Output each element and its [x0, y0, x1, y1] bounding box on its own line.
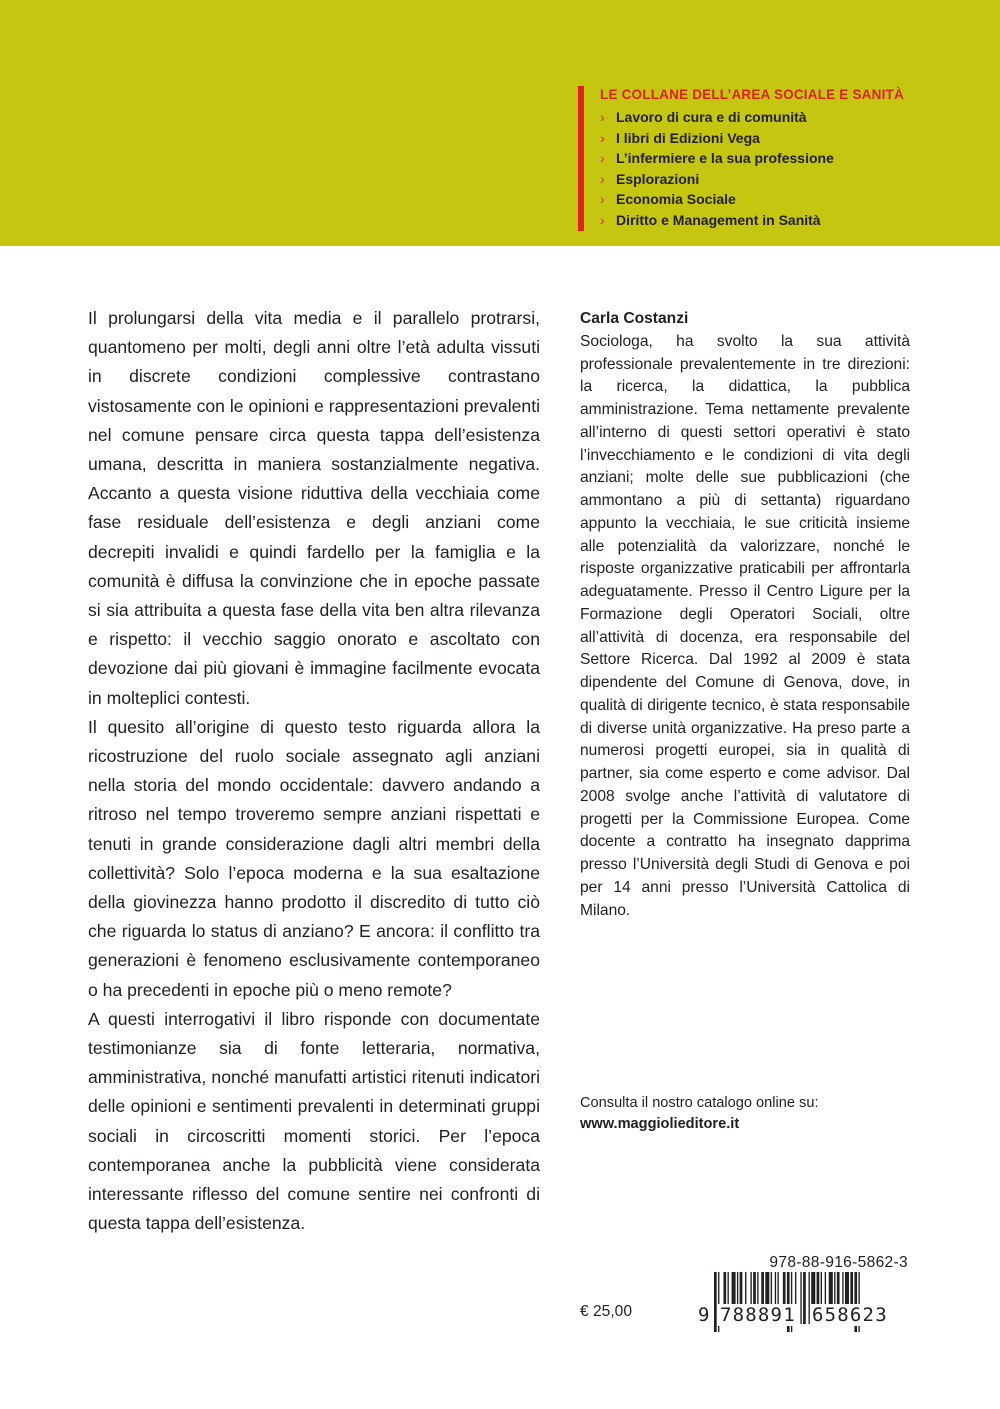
description-paragraph: Il quesito all’origine di questo testo riguarda allora la ricostruzione del ruolo sociale assegnato agli anziani nella storia del mondo occidentale: davvero andando a ritroso nel tempo troveremo sempre anziani rispettati e tenuti in grande considerazione dagli altri membri della collettività? Solo l’epoca moderna e la sua esaltazione della giovinezza hanno prodotto il discredito di tutto ciò che riguarda lo status di anziano? E ancora: il conflitto tra generazioni è fenomeno esclusivamente contemporaneo o ha precedenti in epoche più o meno remote?	[88, 716, 540, 1000]
description-paragraph: Il prolungarsi della vita media e il parallelo protrarsi, quantomeno per molti, degli anni oltre l’età adulta vissuti in discrete condizioni complessive contrastano vistosamente con le opinioni e rappresentazioni prevalenti nel comune pensare circa questa tappa dell’esistenza umana, descritta in maniera sostanzialmente negativa. Accanto a questa visione riduttiva della vecchiaia come fase residuale dell’esistenza e degli anziani come decrepiti invalidi e quindi fardello per la famiglia e la comunità è diffusa la convinzione che in epoche passate si sia attribuita a questa fase della vita ben altra rilevanza e rispetto: il vecchio saggio onorato e ascoltato con devozione dai più giovani è immagine facilmente evocata in molteplici contesti.	[88, 308, 540, 708]
chevron-right-icon: ›	[600, 109, 605, 125]
isbn-number: 978-88-916-5862-3	[769, 1254, 908, 1271]
chevron-right-icon: ›	[600, 170, 605, 187]
barcode-first-digit: 9	[698, 1304, 710, 1326]
barcode-digits	[698, 1300, 912, 1330]
barcode-right-group: 658623	[812, 1304, 888, 1326]
series-list	[578, 86, 1000, 231]
catalog-text: Consulta il nostro catalogo online su:	[580, 1095, 819, 1111]
book-description	[88, 304, 540, 1239]
author-name: Carla Costanzi	[580, 310, 689, 327]
chevron-right-icon: ›	[600, 191, 605, 208]
author-bio-section	[580, 308, 910, 922]
series-item: › Lavoro di cura e di comunità	[600, 107, 1000, 128]
series-item: › Esplorazioni	[600, 169, 1000, 190]
series-item: › Economia Sociale	[600, 189, 1000, 210]
series-item: › Diritto e Management in Sanità	[600, 210, 1000, 231]
chevron-right-icon: ›	[600, 211, 605, 228]
series-item: › L’infermiere e la sua professione	[600, 148, 1000, 169]
description-paragraph: A questi interrogativi il libro risponde con documentate testimonianze sia di fonte letteraria, normativa, amministrativa, nonché manufatti artistici ritenuti indicatori delle opinioni e sentimenti prevalenti in determinati gruppi sociali in circoscritti momenti storici. Per l’epoca contemporanea anche la pubblicità viene considerata interessante riflesso del comune sentire nei confronti di questa tappa dell’esistenza.	[88, 1008, 540, 1234]
chevron-right-icon: ›	[600, 150, 605, 167]
series-item: › I libri di Edizioni Vega	[600, 128, 1000, 149]
author-bio: Sociologa, ha svolto la sua attività professionale prevalentemente in tre direzioni: la ricerca, la didattica, la pubblica amministrazione. Tema nettamente prevalente all’interno di questi settori operativi è stato l’invecchiamento e le condizioni di vita degli anziani; molte delle sue pubblicazioni (che ammontano a più di settanta) riguardano appunto la vecchiaia, le sue criticità insieme alle potenzialità da valorizzare, nonché le risposte organizzative praticabili per affrontarla adeguatamente. Presso il Centro Ligure per la Formazione degli Operatori Sociali, oltre all’attività di docenza, era responsabile del Settore Ricerca. Dal 1992 al 2009 è stata dipendente del Comune di Genova, dove, in qualità di dirigente tecnico, è stata responsabile di diverse unità organizzative. Ha preso parte a numerosi progetti europei, sia in qualità di partner, sia come esperto e come advisor. Dal 2008 svolge anche l’attività di valutatore di progetti per la Commissione Europea. Come docente a contratto ha insegnato dapprima presso l’Università degli Studi di Genova e poi per 14 anni presso l’Università Cattolica di Milano.	[580, 332, 910, 919]
chevron-right-icon: ›	[600, 129, 605, 146]
catalog-url[interactable]: www.maggiolieditore.it	[580, 1116, 740, 1132]
price: € 25,00	[580, 1303, 633, 1320]
barcode-left-group: 788891	[720, 1304, 796, 1326]
series-list-title: LE COLLANE DELL’AREA SOCIALE E SANITÀ	[600, 87, 904, 102]
catalog-info	[580, 1093, 920, 1135]
